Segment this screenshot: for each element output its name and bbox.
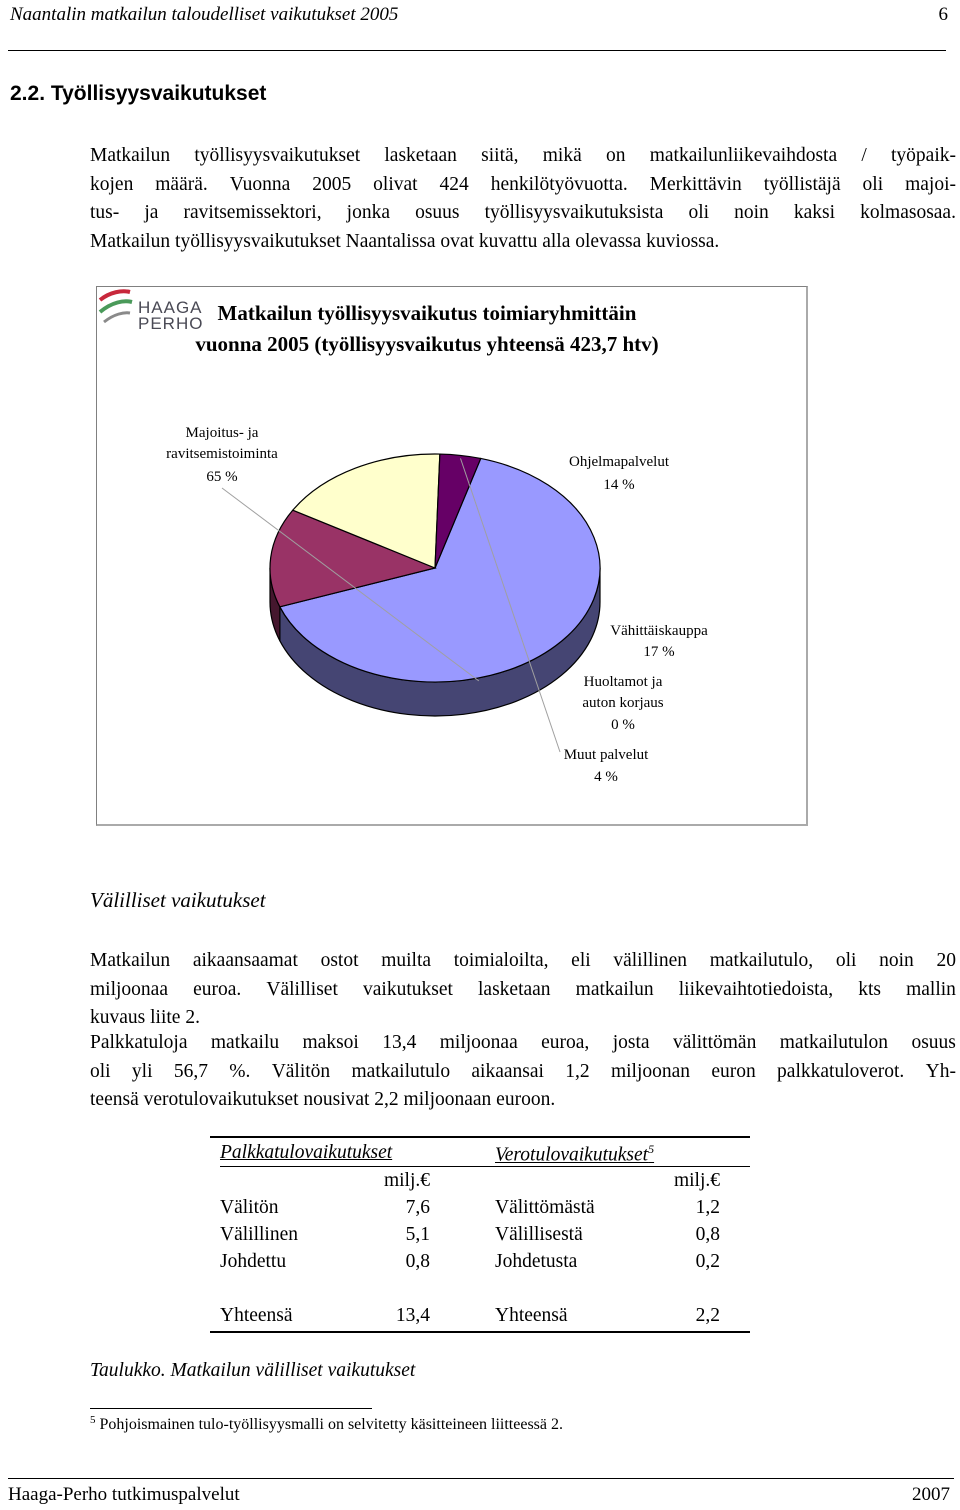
body-line: Palkkatuloja matkailu maksoi 13,4 miljoonaa euroa, josta välittömän matkailutulon osuus: [90, 1032, 956, 1053]
intro-line: Matkailun työllisyysvaikutukset Naantalissa ovat kuvattu alla olevassa kuviossa.: [90, 230, 720, 252]
intro-line: kojen määrä. Vuonna 2005 olivat 424 henkilötyövuotta. Merkittävin työllistäjä oli majoi-: [90, 173, 956, 195]
table-row-value: 0,2: [695, 1251, 720, 1272]
logo-swoosh-green: [100, 301, 132, 312]
table-row-label: Välittömästä: [495, 1197, 595, 1218]
footnote: [90, 1414, 563, 1434]
table-heading-palkkatulo: Palkkatulovaikutukset: [220, 1142, 393, 1163]
table-heading-verotulo: [495, 1142, 654, 1167]
footnote-separator: [90, 1408, 372, 1409]
footnote-marker: 5: [90, 1414, 96, 1426]
haaga-perho-logo: [100, 291, 203, 333]
slice-value-huoltamot: 0 %: [611, 717, 635, 733]
slice-value-ohjelmapalvelut: 14 %: [603, 477, 635, 493]
chart-subtitle: vuonna 2005 (työllisyysvaikutus yhteensä 423,7 htv): [195, 332, 659, 356]
table-row-label: Johdetusta: [495, 1251, 578, 1272]
table-unit-right: milj.€: [673, 1170, 720, 1191]
pie-slices: [270, 454, 600, 716]
slice-label-huoltamot-line1: Huoltamot ja: [583, 674, 663, 690]
table-row-label: Välillisestä: [495, 1224, 583, 1245]
slice-label-majoitus-line1: Majoitus- ja: [185, 425, 259, 441]
table-row-label: Välillinen: [220, 1224, 298, 1245]
section-heading: 2.2. Työllisyysvaikutukset: [10, 82, 267, 105]
slice-value-majoitus: 65 %: [206, 469, 238, 485]
table-heading-verotulo-text: Verotulovaikutukset: [495, 1144, 649, 1166]
table-row-label: Välitön: [220, 1197, 279, 1218]
body-paragraph-1: [90, 947, 956, 1033]
body-line: teensä verotulovaikutukset nousivat 2,2 miljoonaan euroon.: [90, 1089, 556, 1110]
table-row-value: 0,8: [695, 1224, 720, 1245]
table-total-label: Yhteensä: [220, 1305, 293, 1326]
logo-swoosh-grey: [104, 313, 130, 322]
slice-value-muut-palvelut: 4 %: [594, 769, 618, 785]
footer-year: 2007: [912, 1484, 950, 1505]
body-line: Matkailun aikaansaamat ostot muilta toimialoilta, eli välillinen matkailutulo, oli noin 20: [90, 950, 956, 971]
logo-text-haaga: HAAGA: [138, 298, 203, 317]
footnote-text: Pohjoismainen tulo-työllisyysmalli on selvitetty käsitteineen liitteessä 2.: [95, 1416, 563, 1433]
document-header-title: Naantalin matkailun taloudelliset vaikutukset 2005: [10, 4, 399, 25]
table-unit-left: milj.€: [383, 1170, 430, 1191]
slice-label-muut-palvelut: Muut palvelut: [563, 747, 649, 763]
subheading-valilliset: Välilliset vaikutukset: [90, 888, 266, 912]
table-total-value: 13,4: [395, 1305, 430, 1326]
table-heading-footnote-marker: 5: [648, 1142, 655, 1156]
footer-publisher: Haaga-Perho tutkimuspalvelut: [8, 1484, 240, 1505]
intro-line: tus- ja ravitsemissektori, jonka osuus työllisyysvaikutuksista oli noin kaksi kolmasosaa.: [90, 202, 956, 223]
page-number: 6: [938, 4, 948, 25]
tax-effects-table: [210, 1138, 750, 1338]
table-caption: Taulukko. Matkailun välilliset vaikutukset: [90, 1360, 416, 1381]
slice-label-huoltamot-line2: auton korjaus: [582, 695, 664, 711]
intro-line: Matkailun työllisyysvaikutukset lasketaan siitä, mikä on matkailunliikevaihdosta / työpaik-: [90, 145, 956, 166]
slice-label-majoitus-line2: ravitsemistoiminta: [166, 446, 278, 462]
table-total-value: 2,2: [695, 1305, 720, 1326]
table-row-label: Johdettu: [220, 1251, 287, 1272]
table-row-value: 5,1: [405, 1224, 430, 1245]
slice-label-ohjelmapalvelut: Ohjelmapalvelut: [569, 454, 669, 470]
table-header-rule: [220, 1166, 750, 1167]
table-row-value: 0,8: [405, 1251, 430, 1272]
table-row-value: 1,2: [695, 1197, 720, 1218]
body-paragraph-2: [90, 1029, 956, 1115]
chart-title: Matkailun työllisyysvaikutus toimiaryhmittäin: [217, 301, 637, 325]
body-line: oli yli 56,7 %. Välitön matkailutulo aikaansai 1,2 miljoonan euron palkkatuloverot. Yh-: [90, 1060, 956, 1082]
body-line: miljoonaa euroa. Välilliset vaikutukset lasketaan matkailun liikevaihtotiedoista, kts mallin: [90, 978, 956, 1000]
table-total-label: Yhteensä: [495, 1305, 568, 1326]
body-line: kuvaus liite 2.: [90, 1007, 200, 1028]
footer-divider: [8, 1478, 954, 1479]
slice-value-vahittaiskauppa: 17 %: [643, 644, 675, 660]
table-row-value: 7,6: [405, 1197, 430, 1218]
table-bottom-rule: [210, 1331, 750, 1333]
logo-swoosh-red: [100, 291, 130, 300]
slice-label-vahittaiskauppa: Vähittäiskauppa: [610, 623, 708, 639]
logo-text-perho: PERHO: [138, 314, 204, 333]
